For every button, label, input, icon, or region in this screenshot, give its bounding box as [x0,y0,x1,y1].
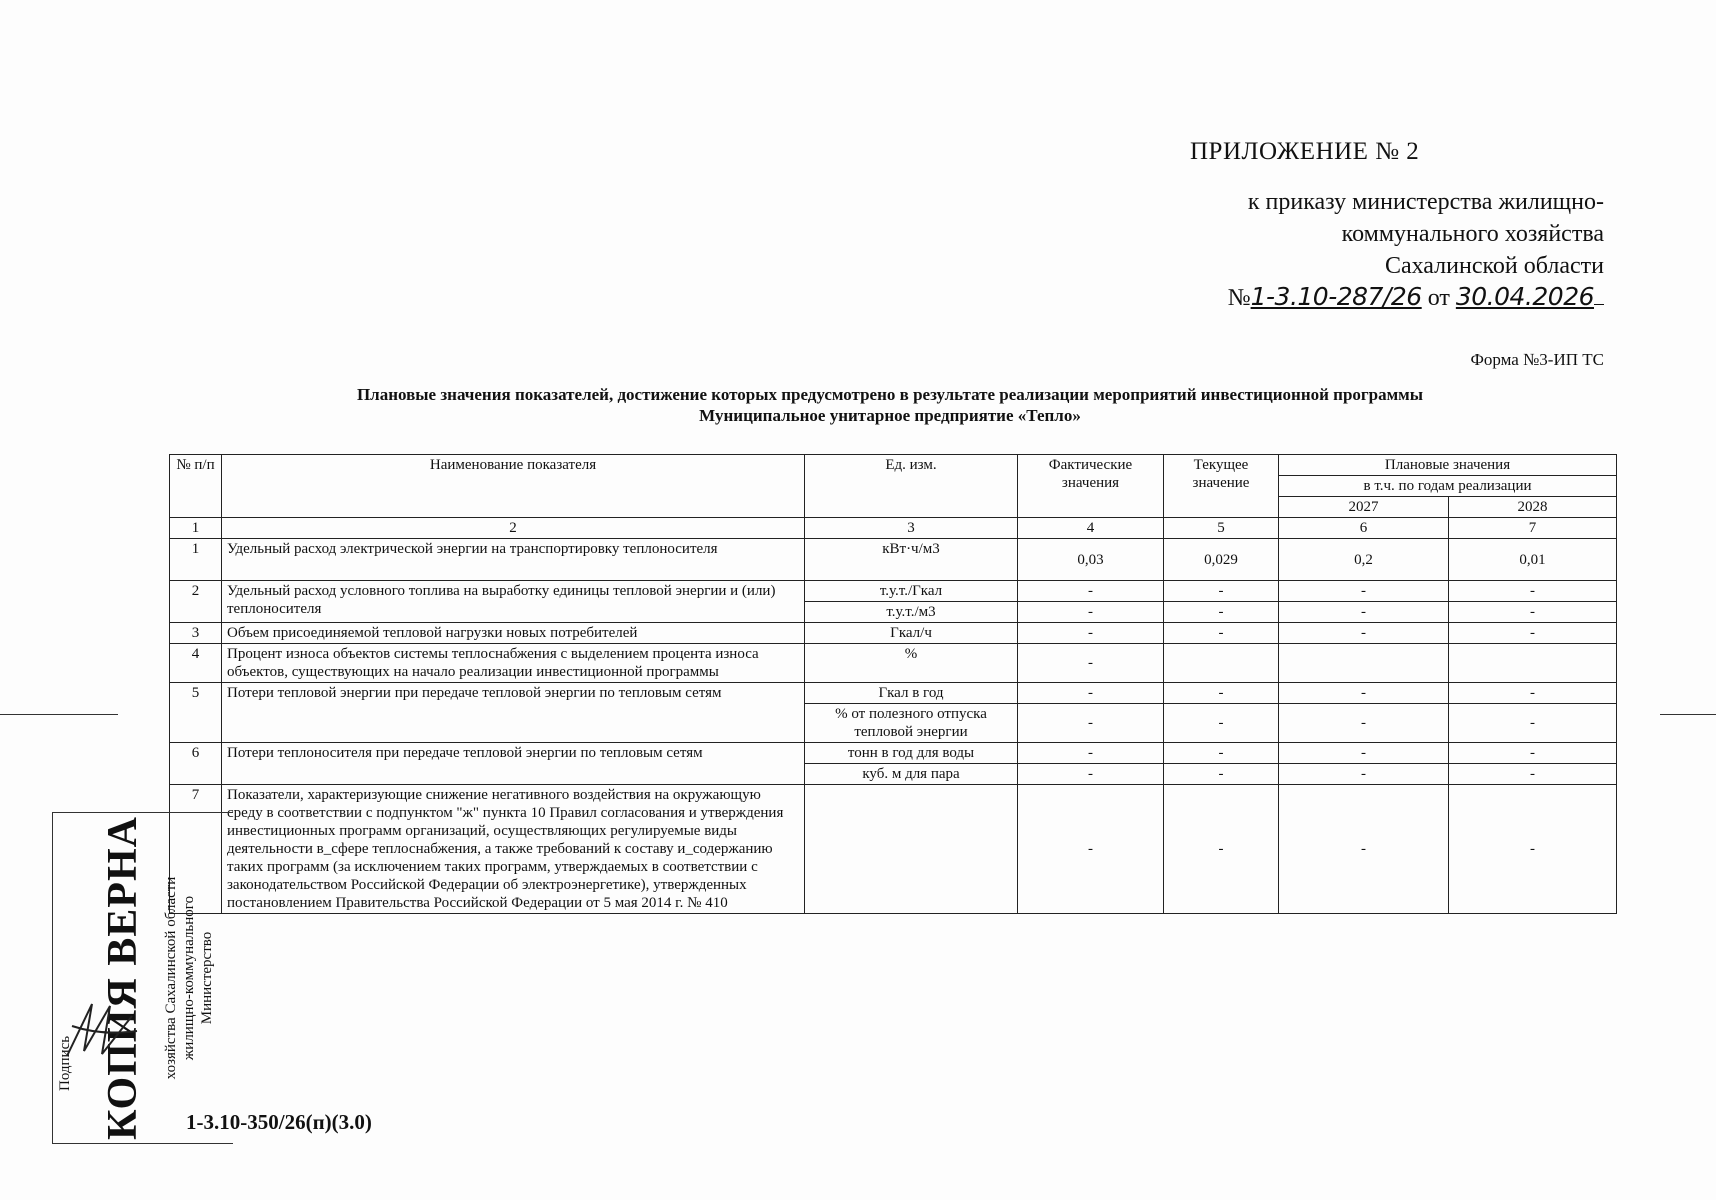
indicator-name: Потери теплоносителя при передаче тепловой энергии по тепловым сетям [222,743,805,785]
unit-cell: % [805,644,1018,683]
underline-rule [1594,304,1604,305]
column-number: 5 [1164,518,1279,539]
row-number: 2 [170,581,222,623]
order-date: 30.04.2026 [1455,282,1594,311]
value-cell: 0,01 [1449,539,1617,581]
table-row [170,644,1617,683]
value-cell [1279,644,1449,683]
unit-cell: Гкал/ч [805,623,1018,644]
value-cell [1164,644,1279,683]
unit-cell: т.у.т./Гкал [805,581,1018,602]
value-cell: - [1018,683,1164,704]
document-title [160,384,1620,426]
value-cell: - [1279,683,1449,704]
value-cell: 0,03 [1018,539,1164,581]
order-number-prefix: № [1227,285,1251,311]
column-number-row [170,518,1617,539]
value-cell: - [1279,764,1449,785]
value-cell: - [1018,704,1164,743]
unit-cell: Гкал в год [805,683,1018,704]
value-cell: - [1164,704,1279,743]
value-cell: - [1018,602,1164,623]
addressee-line: к приказу министерства жилищно- [1247,189,1604,215]
value-cell: - [1279,785,1449,914]
order-number: 1-3.10-287/26 [1250,282,1422,311]
value-cell: - [1449,602,1617,623]
value-cell: - [1164,785,1279,914]
header-no: № п/п [170,455,222,518]
value-cell: - [1279,623,1449,644]
value-cell: - [1279,704,1449,743]
value-cell: - [1164,764,1279,785]
header-year: 2028 [1449,497,1617,518]
indicator-name: Показатели, характеризующие снижение негативного воздействия на окружающую среду в соответствии с подпунктом "ж" пункта 10 Правил согласования и утверждения инвестиционных программ организаций, осуществляющих регулируемые виды деятельности в_сфере теплоснабжения, а также требований к составу и_содержанию таких программ (за исключением таких программ, утверждаемых в соответствии с законодательством Российской Федерации об электроэнергетике), утвержденных постановлением Правительства Российской Федерации от 5 мая 2014 г. № 410 [222,785,805,914]
header-unit: Ед. изм. [805,455,1018,518]
row-number: 4 [170,644,222,683]
value-cell: - [1164,623,1279,644]
stamp-signature-label: Подпись [57,1035,73,1091]
table-row [170,623,1617,644]
value-cell: - [1279,743,1449,764]
stamp-org-line: хозяйства Сахалинской области [163,876,179,1080]
value-cell: - [1164,743,1279,764]
document-code: 1-3.10-350/26(п)(3.0) [186,1110,372,1134]
row-number: 6 [170,743,222,785]
unit-cell: % от полезного отпуска тепловой энергии [805,704,1018,743]
unit-cell [805,785,1018,914]
indicator-name: Потери тепловой энергии при передаче тепловой энергии по тепловым сетям [222,683,805,743]
table-row [170,539,1617,581]
row-number: 5 [170,683,222,743]
value-cell: - [1018,581,1164,602]
value-cell: - [1449,764,1617,785]
value-cell: - [1164,683,1279,704]
appendix-title: ПРИЛОЖЕНИЕ № 2 [1190,138,1420,165]
document-title-line: Муниципальное унитарное предприятие «Тепло» [699,406,1081,425]
value-cell: - [1449,623,1617,644]
row-number: 1 [170,539,222,581]
value-cell: - [1164,602,1279,623]
scan-edge-line [0,714,118,715]
value-cell: - [1279,602,1449,623]
stamp-org-line: жилищно-коммунального [181,895,197,1061]
unit-cell: тонн в год для воды [805,743,1018,764]
column-number: 4 [1018,518,1164,539]
value-cell: - [1018,623,1164,644]
header-year: 2027 [1279,497,1449,518]
indicators-table [169,454,1617,914]
row-number: 7 [170,785,222,914]
value-cell: 0,2 [1279,539,1449,581]
order-from-label: от [1427,285,1450,311]
scan-edge-line [1660,714,1716,715]
table-row [170,743,1617,764]
table-row [170,581,1617,602]
value-cell: - [1018,644,1164,683]
value-cell: - [1279,581,1449,602]
header-current: Текущее значение [1164,455,1279,518]
row-number: 3 [170,623,222,644]
stamp-main-text: КОПИЯ ВЕРНА [100,816,146,1140]
table-header-row [170,455,1617,476]
header-planned: Плановые значения [1279,455,1617,476]
value-cell [1449,644,1617,683]
value-cell: - [1449,683,1617,704]
addressee-block [1248,186,1604,282]
column-number: 1 [170,518,222,539]
column-number: 6 [1279,518,1449,539]
value-cell: - [1018,743,1164,764]
order-reference [1228,282,1604,312]
value-cell: 0,029 [1164,539,1279,581]
stamp-content [53,813,233,1143]
header-by-years: в т.ч. по годам реализации [1279,476,1617,497]
value-cell: - [1449,704,1617,743]
handwritten-signature [62,996,142,1066]
copy-certified-stamp [52,812,233,1144]
table-row [170,683,1617,704]
stamp-org-line: Министерство [199,931,215,1025]
value-cell: - [1018,785,1164,914]
value-cell: - [1449,743,1617,764]
unit-cell: кВт·ч/м3 [805,539,1018,581]
indicator-name: Объем присоединяемой тепловой нагрузки новых потребителей [222,623,805,644]
value-cell: - [1449,581,1617,602]
addressee-line: Сахалинской области [1384,253,1604,279]
column-number: 2 [222,518,805,539]
column-number: 7 [1449,518,1617,539]
document-title-line: Плановые значения показателей, достижение которых предусмотрено в результате реализации мероприятий инвестиционной программы [356,385,1424,404]
value-cell: - [1449,785,1617,914]
unit-cell: т.у.т./м3 [805,602,1018,623]
header-name: Наименование показателя [222,455,805,518]
value-cell: - [1164,581,1279,602]
indicator-name: Удельный расход электрической энергии на транспортировку теплоносителя [222,539,805,581]
header-actual: Фактические значения [1018,455,1164,518]
form-number: Форма №3-ИП ТС [1470,350,1604,369]
column-number: 3 [805,518,1018,539]
addressee-line: коммунального хозяйства [1341,221,1604,247]
table-row [170,785,1617,914]
indicator-name: Процент износа объектов системы теплоснабжения с выделением процента износа объектов, существующих на начало реализации инвестиционной программы [222,644,805,683]
value-cell: - [1018,764,1164,785]
unit-cell: куб. м для пара [805,764,1018,785]
indicator-name: Удельный расход условного топлива на выработку единицы тепловой энергии и (или) теплоносителя [222,581,805,623]
